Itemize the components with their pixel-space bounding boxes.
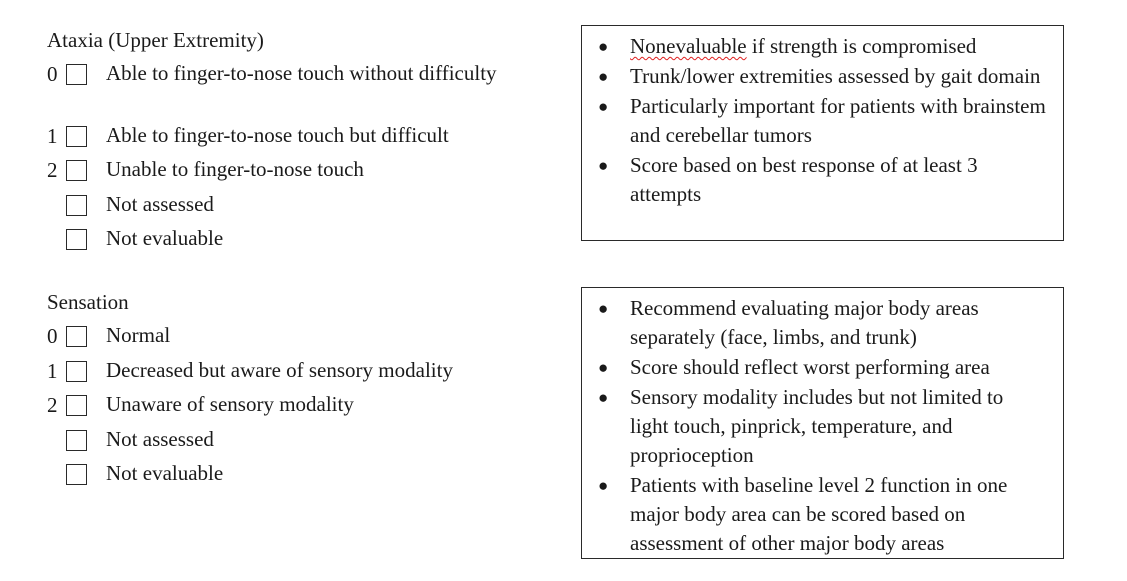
option-label: Not evaluable (106, 226, 224, 250)
note-item (598, 62, 1047, 91)
note-item (598, 294, 1047, 352)
option-label: Not assessed (106, 192, 214, 216)
ataxia-option-1 (47, 123, 567, 149)
note-item (598, 383, 1047, 470)
note-item (598, 151, 1047, 209)
option-label: Not evaluable (106, 461, 224, 485)
bullet-icon: ● (598, 358, 609, 377)
bullet-icon: ● (598, 37, 609, 56)
score-value: 0 (47, 324, 58, 348)
sensation-notes-box (581, 287, 1064, 559)
note-text: Score should reflect worst performing area (630, 355, 990, 379)
note-text: Sensory modality includes but not limited to light touch, pinprick, temperature, and proprioception (630, 385, 1004, 467)
bullet-icon: ● (598, 156, 609, 175)
ataxia-option-not-assessed (47, 192, 567, 218)
checkbox[interactable] (66, 160, 87, 181)
option-label: Decreased but aware of sensory modality (106, 358, 453, 382)
note-item (598, 353, 1047, 382)
checkbox[interactable] (66, 430, 87, 451)
score-value: 2 (47, 158, 58, 182)
checkbox[interactable] (66, 326, 87, 347)
ataxia-option-0 (47, 61, 567, 117)
bullet-icon: ● (598, 388, 609, 407)
sensation-option-0 (47, 323, 567, 349)
ataxia-option-not-evaluable (47, 226, 567, 252)
note-item (598, 32, 1047, 61)
ataxia-notes-box (581, 25, 1064, 241)
option-label: Not assessed (106, 427, 214, 451)
bullet-icon: ● (598, 476, 609, 495)
sensation-option-not-assessed (47, 427, 567, 453)
note-text: Score based on best response of at least 3 attempts (630, 153, 978, 206)
checkbox[interactable] (66, 361, 87, 382)
option-label: Able to finger-to-nose touch without difficulty (106, 61, 497, 85)
score-value: 2 (47, 393, 58, 417)
bullet-icon: ● (598, 97, 609, 116)
checkbox[interactable] (66, 395, 87, 416)
note-text: Recommend evaluating major body areas separately (face, limbs, and trunk) (630, 296, 979, 349)
sensation-option-1 (47, 358, 567, 384)
note-text: Trunk/lower extremities assessed by gait domain (630, 64, 1041, 88)
option-label: Normal (106, 323, 171, 347)
note-text: Patients with baseline level 2 function in one major body area can be scored based on assessment of other major body areas (630, 473, 1008, 555)
option-label: Unaware of sensory modality (106, 392, 354, 416)
note-text: if strength is compromised (746, 34, 977, 58)
option-label: Unable to finger-to-nose touch (106, 157, 364, 181)
ataxia-heading: Ataxia (Upper Extremity) (47, 28, 264, 52)
checkbox[interactable] (66, 464, 87, 485)
sensation-option-2 (47, 392, 567, 418)
score-value: 0 (47, 62, 58, 86)
sensation-heading: Sensation (47, 290, 129, 314)
bullet-icon: ● (598, 299, 609, 318)
spellcheck-flagged-word[interactable]: Nonevaluable (630, 34, 747, 58)
note-item (598, 92, 1047, 150)
checkbox[interactable] (66, 126, 87, 147)
checkbox[interactable] (66, 229, 87, 250)
ataxia-option-2 (47, 157, 567, 183)
bullet-icon: ● (598, 67, 609, 86)
note-text: Particularly important for patients with brainstem and cerebellar tumors (630, 94, 1046, 147)
score-value: 1 (47, 124, 58, 148)
note-item (598, 471, 1047, 558)
sensation-option-not-evaluable (47, 461, 567, 487)
score-value: 1 (47, 359, 58, 383)
option-label: Able to finger-to-nose touch but difficult (106, 123, 449, 147)
checkbox[interactable] (66, 64, 87, 85)
checkbox[interactable] (66, 195, 87, 216)
